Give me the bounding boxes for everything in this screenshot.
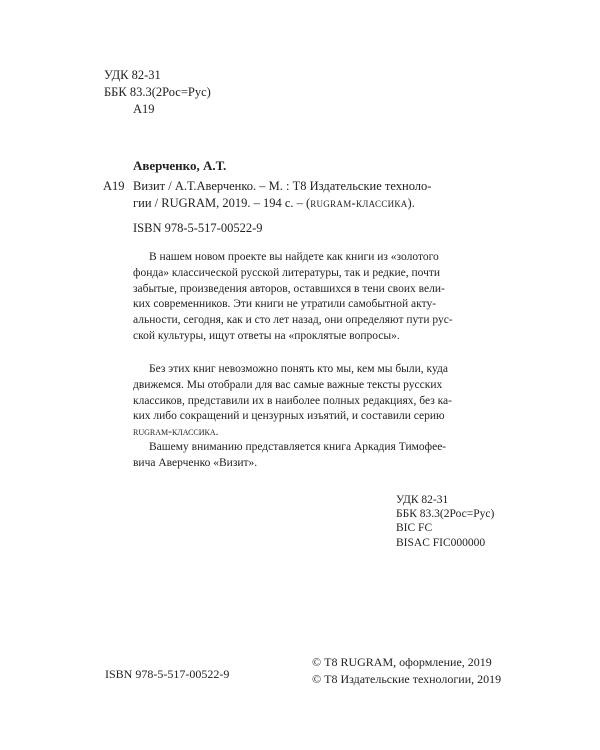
isbn-footer: ISBN 978-5-517-00522-9 <box>105 667 230 681</box>
bbk-code: ББК 83.3(2Рос=Рус) <box>104 85 211 99</box>
classification-block-secondary <box>396 493 494 550</box>
p1-line: фонда» классической русской литературы, так и редкие, почти <box>133 266 441 279</box>
p1-line-text: В нашем новом проекте вы найдете как книги из «золотого <box>149 251 439 263</box>
biblio-line-2-main: гии / RUGRAM, 2019. – 194 с. – ( <box>133 196 311 210</box>
p2-line: ких либо сокращений и цензурных изъятий, и составили серию <box>133 410 445 423</box>
annotation-paragraph-3 <box>133 440 493 472</box>
p3-line <box>133 440 493 456</box>
p2-line <box>133 362 493 378</box>
bisac-code: BISAC FIC000000 <box>396 536 486 549</box>
biblio-line-2-end: ). <box>407 196 415 210</box>
p1-line: ких современников. Эти книги не утратили самобытной акту- <box>133 298 437 311</box>
p2-line: движемся. Мы отобрали для вас самые важные тексты русских <box>133 378 443 391</box>
catalog-code: А19 <box>103 179 125 193</box>
biblio-line-2 <box>133 195 533 212</box>
bbk-code-secondary: ББК 83.3(2Рос=Рус) <box>396 508 495 521</box>
bic-code: BIC FC <box>396 522 433 535</box>
author-mark: А19 <box>133 102 155 116</box>
p1-line: ской культуры, ищут ответы на «проклятые вопросы». <box>133 329 400 342</box>
series-name: rugram-классика <box>310 196 408 210</box>
copyright-block <box>312 654 501 687</box>
p1-line <box>133 250 493 266</box>
p2-series-name: rugram-классика <box>133 426 216 439</box>
p2-end: . <box>215 426 219 439</box>
annotation-paragraph-1 <box>133 250 493 345</box>
annotation-paragraph-2 <box>133 362 493 441</box>
p1-line: забытые, произведения авторов, оставшихся в тени своих вели- <box>133 282 445 295</box>
p2-line: классиков, представили их в наиболее полных редакциях, без ка- <box>133 394 452 407</box>
p1-line: альности, сегодня, как и сто лет назад, они определяют пути рус- <box>133 314 453 327</box>
copyright-design: © Т8 RUGRAM, оформление, 2019 <box>312 655 492 669</box>
copyright-publisher: © Т8 Издательские технологии, 2019 <box>312 671 502 686</box>
udk-code-secondary: УДК 82-31 <box>396 494 449 506</box>
p3-line-text: Вашему вниманию представляется книга Аркадия Тимофее- <box>149 441 447 453</box>
p3-line: вича Аверченко «Визит». <box>133 456 258 469</box>
isbn-record: ISBN 978-5-517-00522-9 <box>133 221 263 235</box>
p2-line <box>133 425 493 441</box>
author-heading: Аверченко, А.Т. <box>133 158 227 173</box>
bibliographic-description <box>133 178 533 212</box>
p2-line-text: Без этих книг невозможно понять кто мы, кем мы были, куда <box>149 363 448 375</box>
classification-block <box>104 67 211 118</box>
biblio-line-1: Визит / А.Т.Аверченко. – М. : Т8 Издательские техноло- <box>133 179 432 193</box>
udk-code: УДК 82-31 <box>104 68 161 82</box>
